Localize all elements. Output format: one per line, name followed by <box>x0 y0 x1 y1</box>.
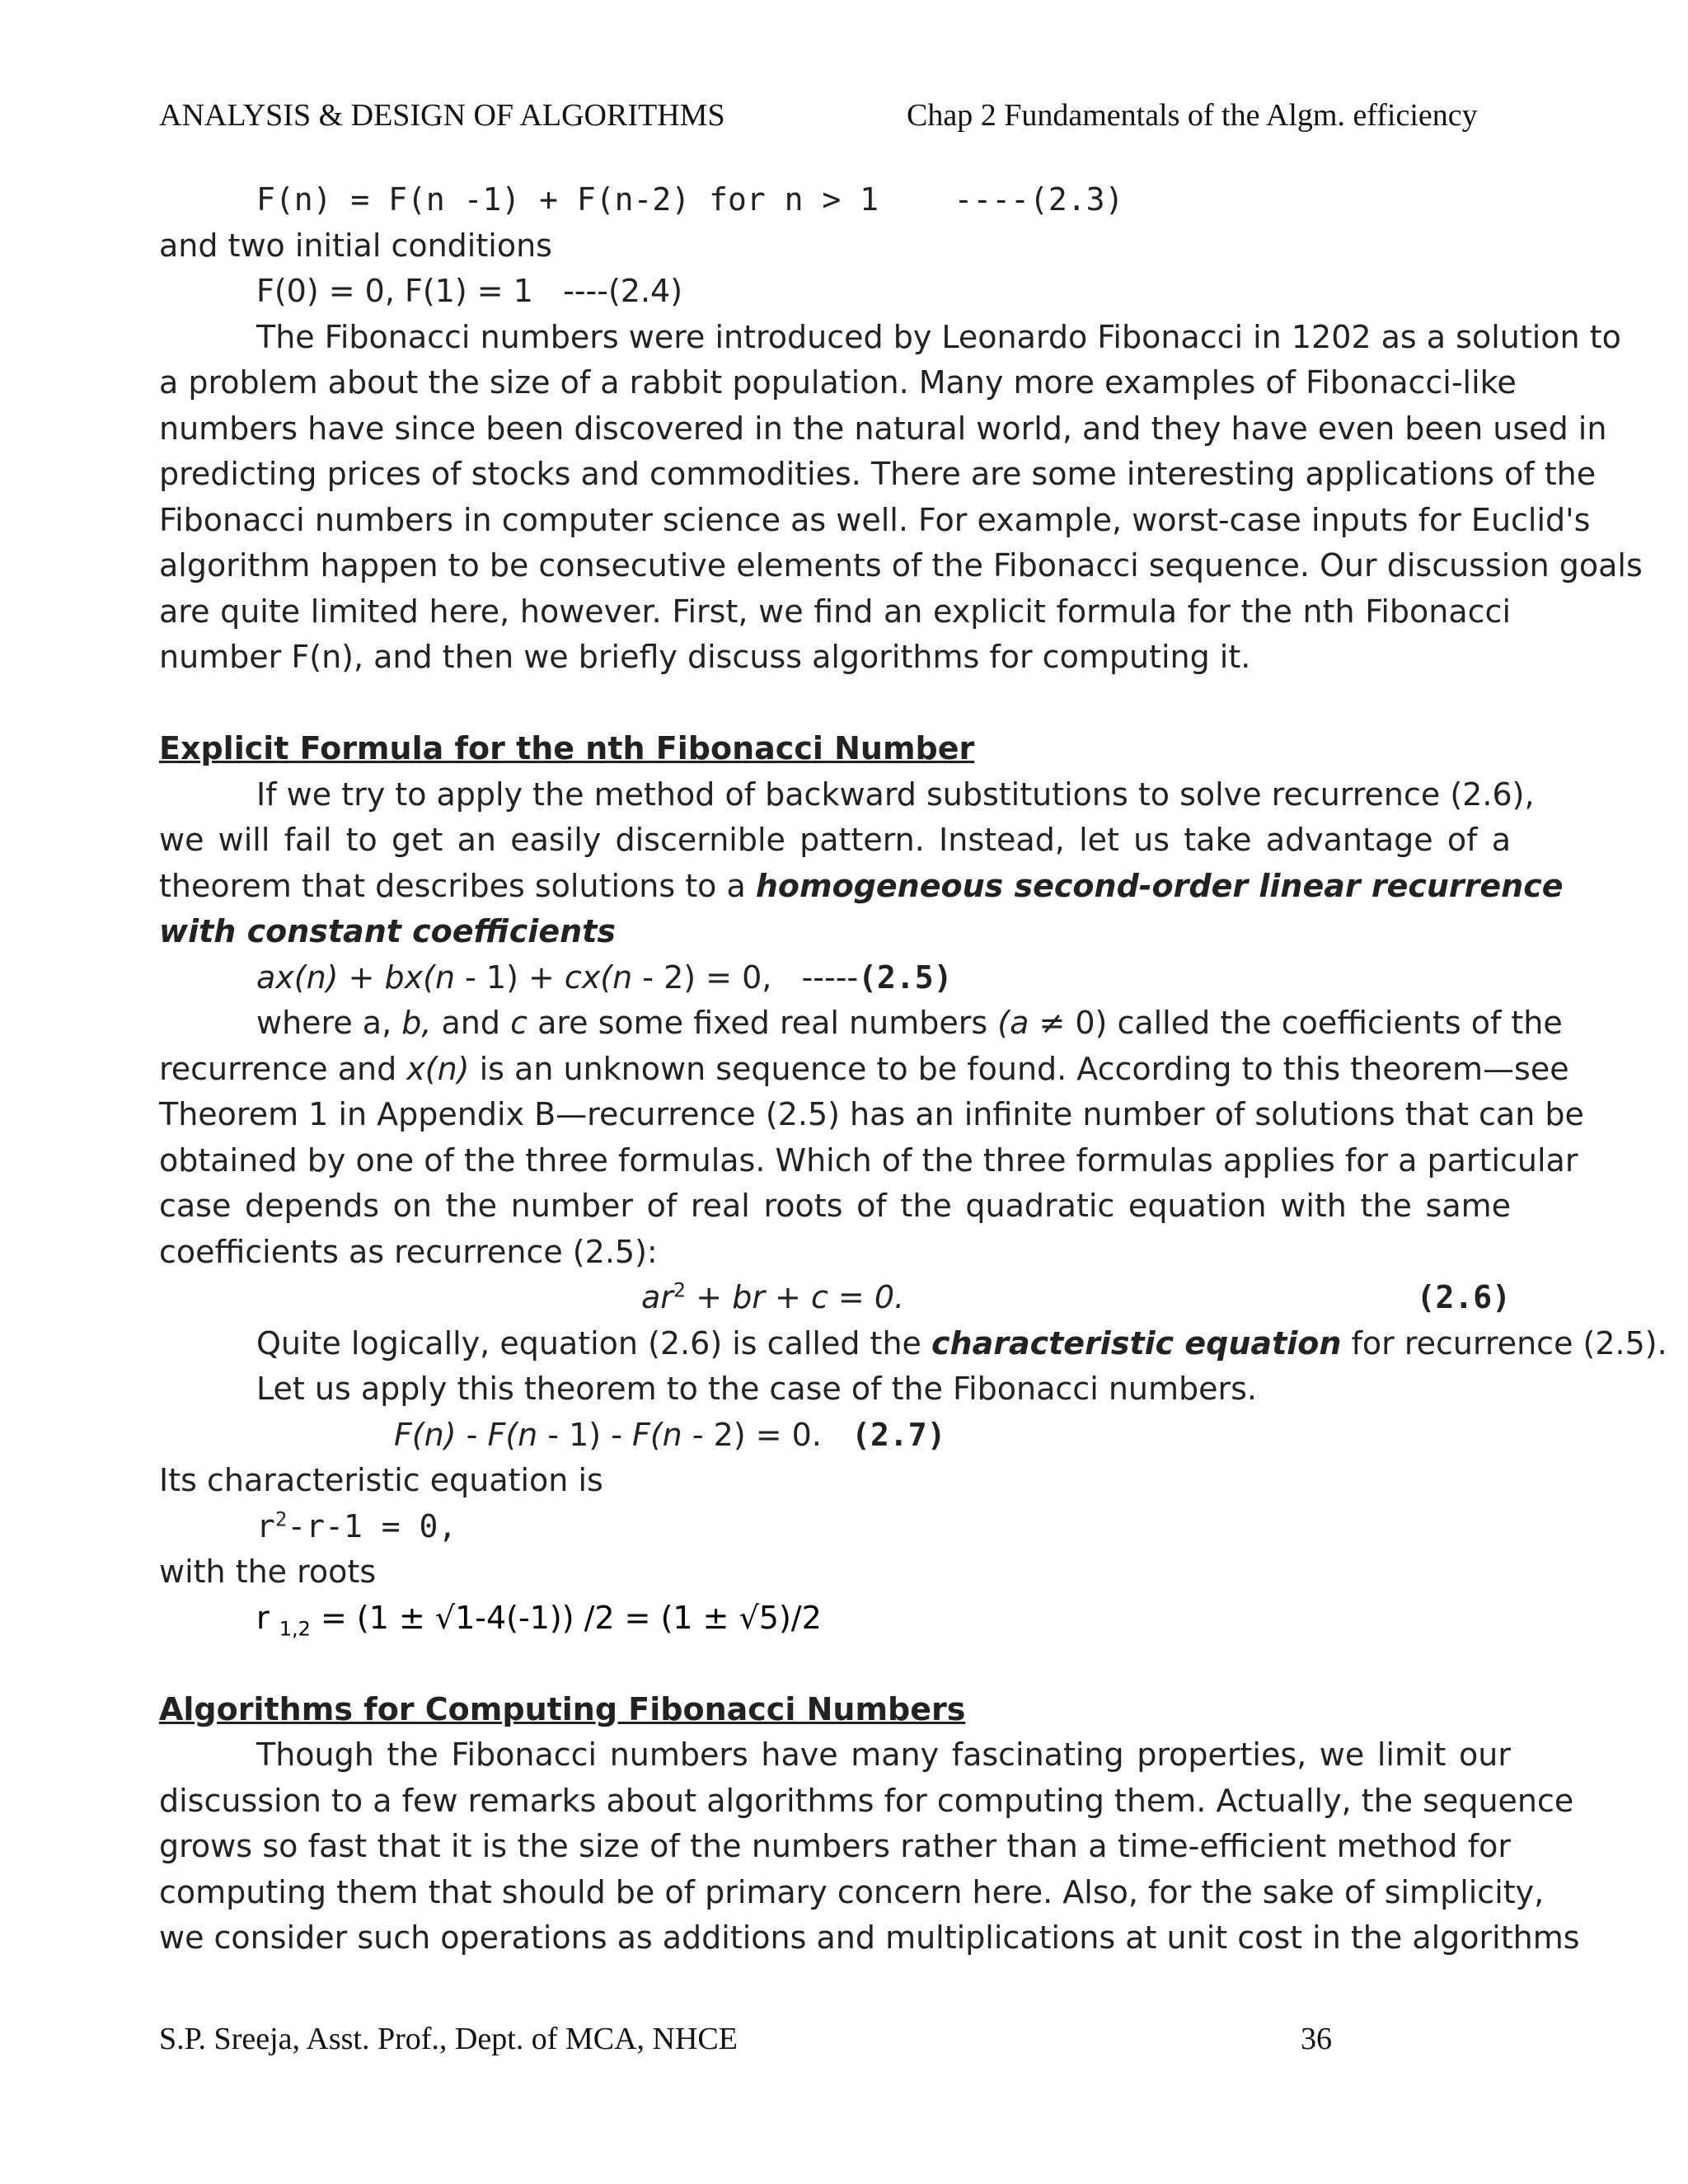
intro-paragraph-line: The Fibonacci numbers were introduced by Leonardo Fibonacci in 1202 as a solution to <box>256 318 1621 355</box>
intro-paragraph-line: numbers have since been discovered in the natural world, and they have even been used in <box>159 410 1607 447</box>
explicit-paragraph-line: If we try to apply the method of backward substitutions to solve recurrence (2.6), <box>256 776 1535 813</box>
algorithms-paragraph-line: Though the Fibonacci numbers have many fascinating properties, we limit our <box>256 1736 1511 1773</box>
section-heading-explicit-formula: Explicit Formula for the nth Fibonacci Number <box>159 730 975 766</box>
header-right: Chap 2 Fundamentals of the Algm. efficiency <box>907 98 1478 133</box>
where-line: Theorem 1 in Appendix B—recurrence (2.5) has an infinite number of solutions that can be <box>159 1096 1584 1132</box>
where-line-2: recurrence and x(n) is an unknown sequence to be found. According to this theorem—see <box>159 1050 1569 1087</box>
quite-logically-line: Quite logically, equation (2.6) is called the characteristic equation for recurrence (2.5). <box>256 1324 1667 1361</box>
equation-2-7: F(n) - F(n - 1) - F(n - 2) = 0. (2.7) <box>394 1416 946 1453</box>
intro-paragraph-line: are quite limited here, however. First, we find an explicit formula for the nth Fibonacci <box>159 593 1511 630</box>
let-us-line: Let us apply this theorem to the case of the Fibonacci numbers. <box>256 1371 1258 1407</box>
theorem-line-2: with constant coefficients <box>159 913 616 949</box>
explicit-paragraph-line: we will fail to get an easily discernible pattern. Instead, let us take advantage of a <box>159 822 1511 858</box>
equation-2-6: $ar^2$ + br + c = 0. (2.6) <box>159 1275 1511 1321</box>
algorithms-paragraph-line: discussion to a few remarks about algorithms for computing them. Actually, the sequence <box>159 1782 1574 1819</box>
intro-paragraph-line: Fibonacci numbers in computer science as well. For example, worst-case inputs for Euclid's <box>159 501 1591 538</box>
theorem-emphasis: homogeneous second-order linear recurrence <box>755 867 1564 904</box>
where-line-last: coefficients as recurrence (2.5): <box>159 1233 658 1270</box>
where-line-1: where a, b, and c are some fixed real numbers (a ≠ 0) called the coefficients of the <box>256 1005 1563 1041</box>
char-eq-intro: Its characteristic equation is <box>159 1462 603 1498</box>
body <box>159 177 1667 1961</box>
equation-2-3: F(n) = F(n -1) + F(n-2) for n > 1 ----(2.3) <box>256 181 1124 218</box>
intro-paragraph-line: number F(n), and then we briefly discuss algorithms for computing it. <box>159 639 1251 675</box>
initial-conditions-intro: and two initial conditions <box>159 227 552 264</box>
algorithms-paragraph-line: we consider such operations as additions and multiplications at unit cost in the algorithms <box>159 1919 1580 1956</box>
equation-2-5: ax(n) + bx(n - 1) + cx(n - 2) = 0, -----(2.5) <box>256 958 953 996</box>
equation-2-4: F(0) = 0, F(1) = 1 ----(2.4) <box>256 273 683 309</box>
intro-paragraph-line: algorithm happen to be consecutive elements of the Fibonacci sequence. Our discussion goals <box>159 547 1643 583</box>
roots-intro: with the roots <box>159 1554 377 1590</box>
roots-equation: r $_{1,2}$ = (1 ± √1-4(-1)) /2 = (1 ± √5)/2 <box>256 1599 822 1641</box>
algorithms-paragraph-line: grows so fast that it is the size of the numbers rather than a time-efficient method for <box>159 1828 1511 1864</box>
header-left: ANALYSIS & DESIGN OF ALGORITHMS <box>159 98 725 133</box>
theorem-line: theorem that describes solutions to a homogeneous second-order linear recurrence <box>159 867 1564 904</box>
equation-number: (2.6) <box>1416 1279 1511 1315</box>
intro-paragraph-line: a problem about the size of a rabbit population. Many more examples of Fibonacci-like <box>159 364 1517 401</box>
footer-left: S.P. Sreeja, Asst. Prof., Dept. of MCA, NHCE <box>159 2022 738 2056</box>
characteristic-equation: $r^2-r-1 = 0$, <box>256 1507 457 1544</box>
where-line: case depends on the number of real roots of the quadratic equation with the same <box>159 1188 1511 1224</box>
intro-paragraph-line: predicting prices of stocks and commodities. There are some interesting applications of the <box>159 456 1597 492</box>
page-number: 36 <box>1301 2022 1332 2056</box>
where-line: obtained by one of the three formulas. Which of the three formulas applies for a particular <box>159 1141 1578 1179</box>
section-heading-algorithms: Algorithms for Computing Fibonacci Numbers <box>159 1690 966 1727</box>
algorithms-paragraph-line: computing them that should be of primary concern here. Also, for the sake of simplicity, <box>159 1873 1545 1910</box>
